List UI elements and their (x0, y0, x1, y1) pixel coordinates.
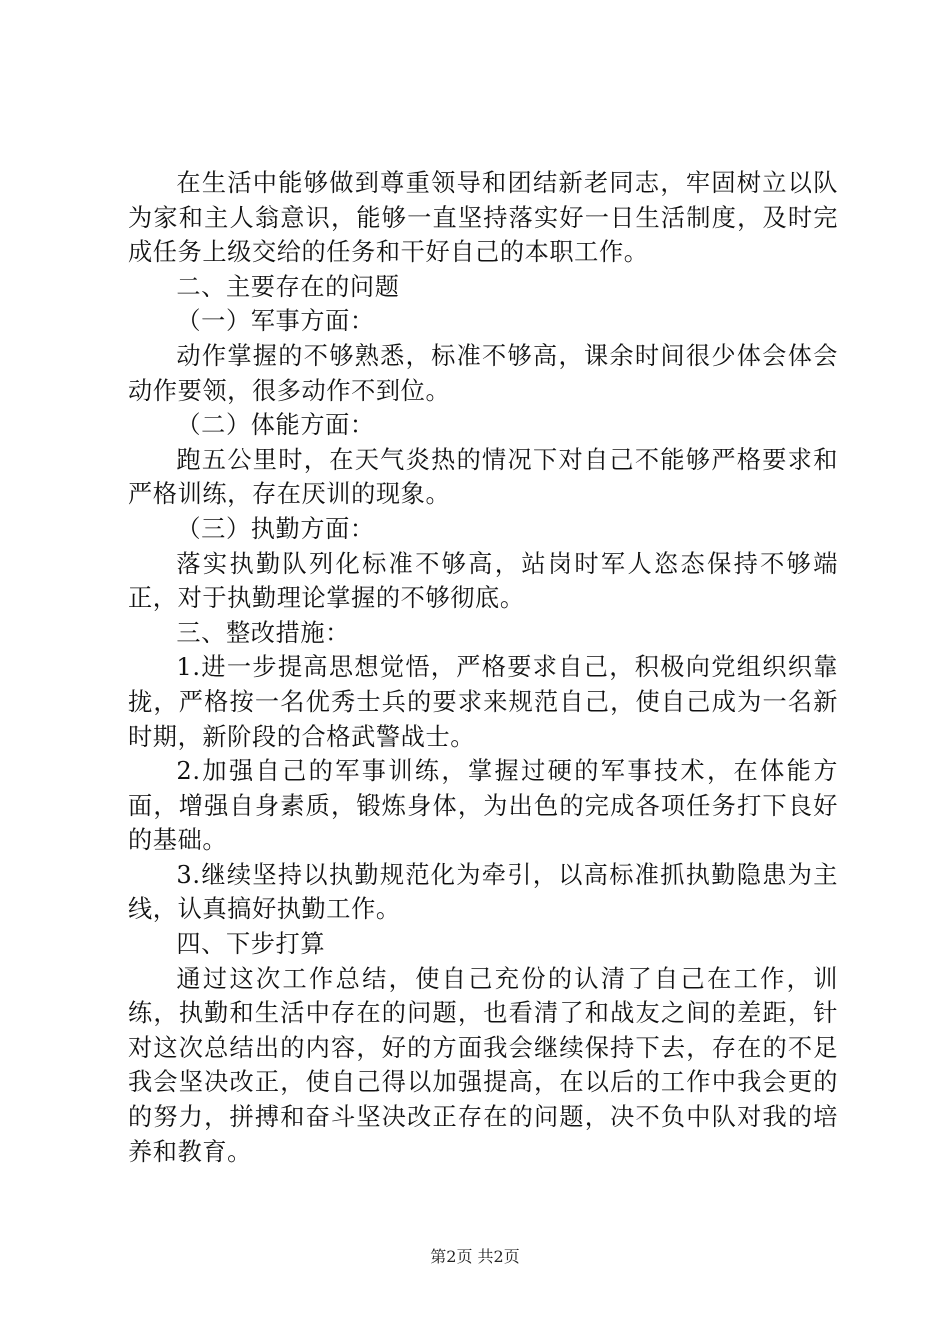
page-footer: 第2页 共2页 (430, 1247, 520, 1266)
paragraph-next-steps: 通过这次工作总结，使自己充份的认清了自己在工作，训练，执勤和生活中存在的问题，也看清了和战友之间的差距，针对这次总结出的内容，好的方面我会继续保持下去，存在的不足我会坚决改正，使自己得以加强提高，在以后的工作中我会更的的努力，拼搏和奋斗坚决改正存在的问题，决不负中队对我的培养和教育。 (128, 964, 838, 1166)
paragraph-duty: 落实执勤队列化标准不够高，站岗时军人恣态保持不够端正，对于执勤理论掌握的不够彻底。 (128, 549, 838, 613)
subheading-duty: （三）执勤方面： (176, 514, 375, 543)
paragraph-military: 动作掌握的不够熟悉，标准不够高，课余时间很少体会体会动作要领，很多动作不到位。 (128, 341, 838, 405)
heading-next-steps: 四、下步打算 (176, 930, 326, 959)
subheading-military: （一）军事方面： (176, 307, 375, 336)
paragraph-fitness: 跑五公里时，在天气炎热的情况下对自己不能够严格要求和严格训练，存在厌训的现象。 (128, 445, 838, 509)
subheading-fitness: （二）体能方面： (176, 411, 375, 440)
measure-item-1: 1.进一步提高思想觉悟，严格要求自己，积极向党组织织靠拢，严格按一名优秀士兵的要求来规范自己，使自己成为一名新时期，新阶段的合格武警战士。 (128, 653, 838, 751)
paragraph-life: 在生活中能够做到尊重领导和团结新老同志，牢固树立以队为家和主人翁意识，能够一直坚持落实好一日生活制度，及时完成任务上级交给的任务和干好自己的本职工作。 (128, 169, 838, 267)
measure-item-2: 2.加强自己的军事训练，掌握过硬的军事技术，在体能方面，增强自身素质，锻炼身体，为出色的完成各项任务打下良好的基础。 (128, 757, 838, 855)
heading-problems: 二、主要存在的问题 (176, 272, 400, 301)
measure-item-3: 3.继续坚持以执勤规范化为牵引，以高标准抓执勤隐患为主线，认真搞好执勤工作。 (128, 860, 838, 924)
document-body (128, 166, 838, 1169)
heading-measures: 三、整改措施： (176, 618, 350, 647)
